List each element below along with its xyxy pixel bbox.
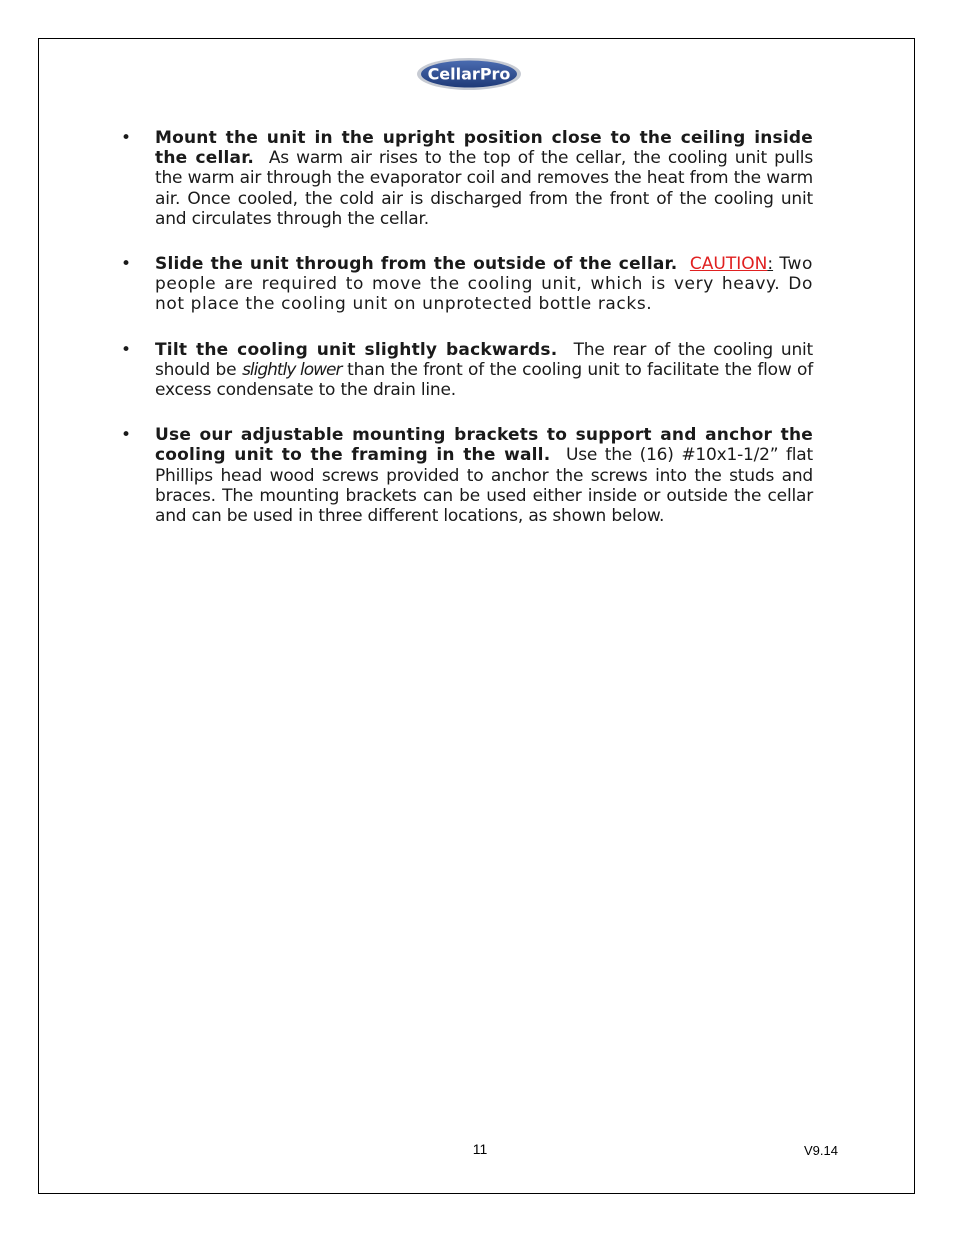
- item-emphasis: slightly lower: [242, 359, 342, 380]
- item-lead: Tilt the cooling unit slightly backwards.: [155, 339, 558, 360]
- item-text: The rear of the cooling unit should be: [155, 339, 814, 380]
- cellarpro-logo: [416, 57, 522, 91]
- item-text: Use the (16) #10x1-1/2” flat Phillips head wood screws provided to anchor the screws into the studs and braces. The mounting brackets can be used either inside or outside the cellar and can be used in three different locations, as shown below.: [155, 445, 813, 527]
- list-item: [118, 128, 813, 229]
- item-lead: Mount the unit in the upright position close to the ceiling inside the cellar.: [155, 128, 813, 169]
- item-lead: Slide the unit through from the outside of the cellar.: [155, 254, 678, 275]
- instruction-list: [118, 128, 813, 551]
- item-text: As warm air rises to the top of the cellar, the cooling unit pulls the warm air through the evaporator coil and removes the heat from the warm air. Once cooled, the cold air is discharged from the front of the cooling unit and circulates through the cellar.: [155, 148, 813, 229]
- item-text: than the front of the cooling unit to facilitate the flow of excess condensate to the drain line.: [155, 359, 813, 401]
- list-item: [118, 340, 813, 401]
- logo-text: CellarPro: [427, 64, 511, 84]
- caution-colon: :: [767, 254, 774, 275]
- page-number: 11: [472, 1141, 488, 1157]
- list-item: [118, 425, 813, 526]
- item-lead: Use our adjustable mounting brackets to support and anchor the cooling unit to the framing in the wall.: [155, 425, 813, 466]
- version-label: V9.14: [804, 1143, 838, 1158]
- item-text: Two people are required to move the cooling unit, which is very heavy. Do not place the cooling unit on unprotected bottle racks.: [155, 254, 814, 315]
- caution-label: CAUTION: [689, 254, 768, 275]
- list-item: [118, 254, 813, 315]
